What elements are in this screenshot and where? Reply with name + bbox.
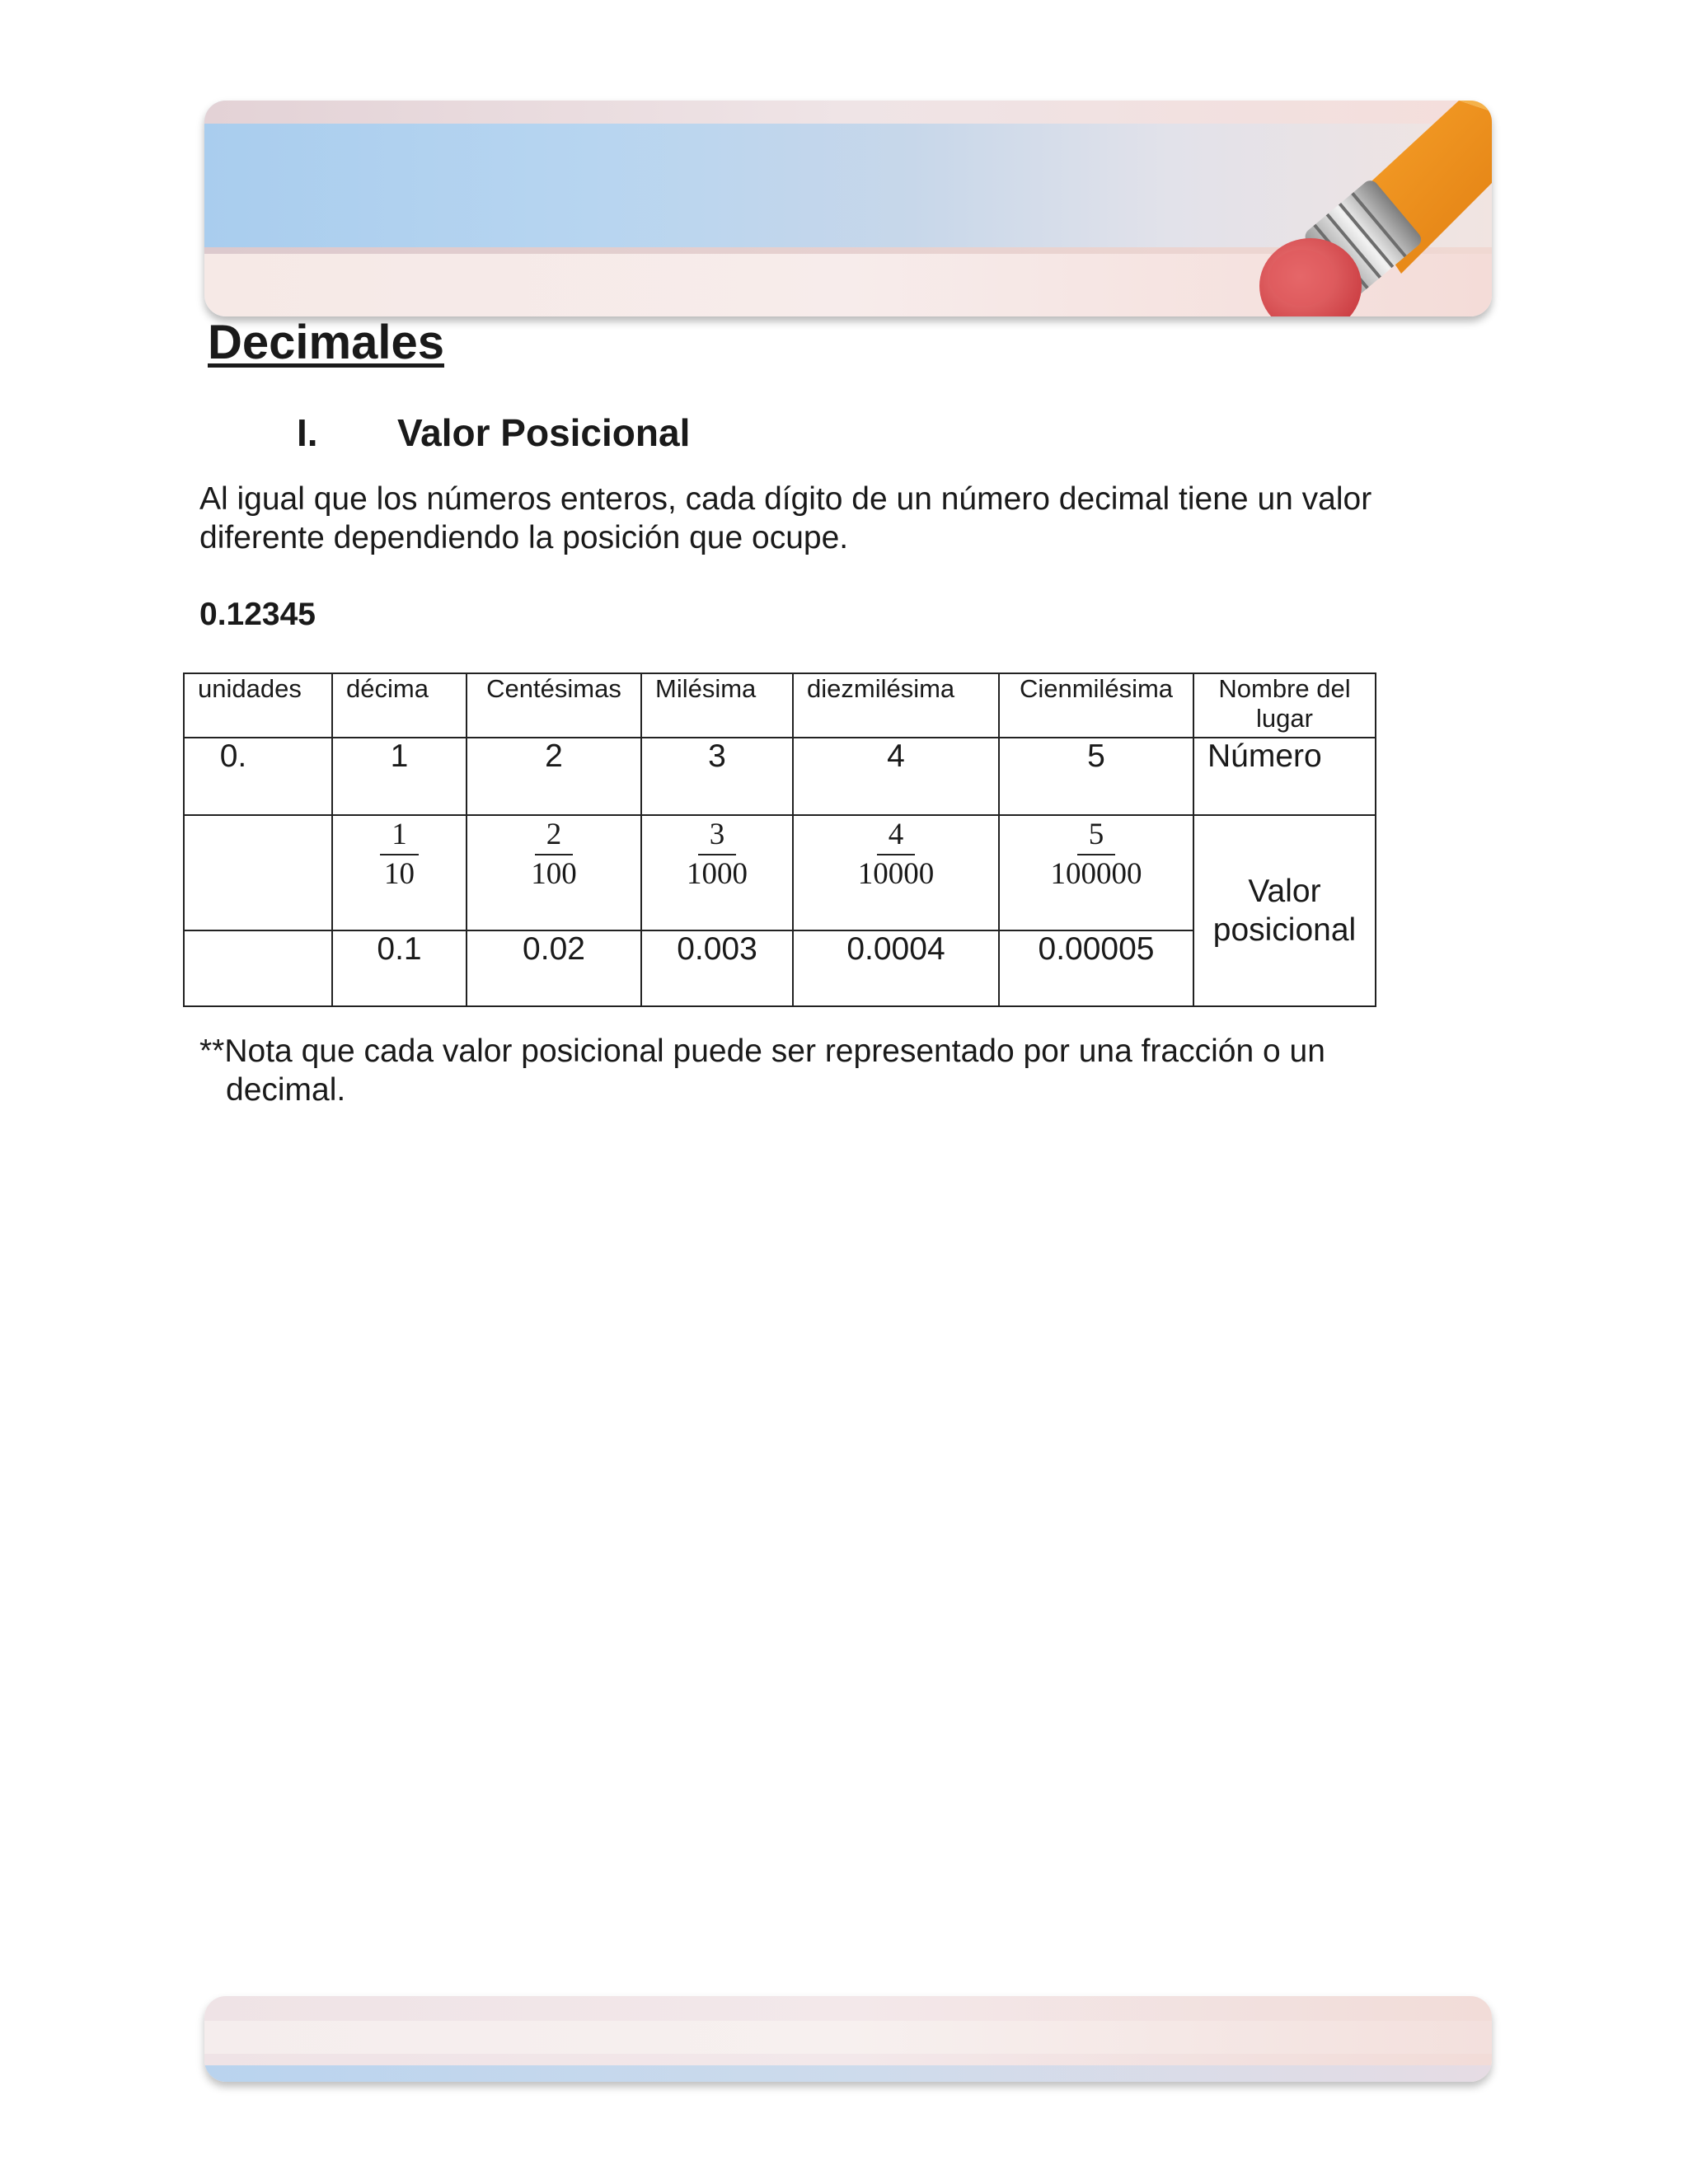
header-cell: diezmilésima — [793, 673, 999, 738]
decimal-cell: 0.02 — [467, 930, 641, 1006]
fraction-cell — [467, 815, 641, 930]
denominator: 10 — [384, 857, 415, 891]
section-title: Valor Posicional — [397, 411, 691, 454]
row-label: Número — [1193, 738, 1376, 815]
header-cell: Nombre del lugar — [1193, 673, 1376, 738]
footnote-line: decimal. — [226, 1072, 346, 1108]
digit-cell: 2 — [467, 738, 641, 815]
numerator: 2 — [535, 816, 574, 855]
header-cell: décima — [332, 673, 467, 738]
header-cell: Cienmilésima — [999, 673, 1193, 738]
fraction-cell — [793, 815, 999, 930]
header-banner — [204, 101, 1492, 316]
footer-banner — [204, 1996, 1492, 2082]
page-title: Decimales — [208, 316, 444, 369]
header-cell: unidades — [184, 673, 332, 738]
decimal-cell: 0.003 — [641, 930, 793, 1006]
denominator: 10000 — [857, 857, 935, 891]
intro-paragraph: Al igual que los números enteros, cada dígito de un número decimal tiene un valor diferente dependiendo la posición que ocupe. — [199, 481, 1372, 555]
empty-cell — [184, 815, 332, 930]
numerator: 1 — [380, 816, 419, 855]
decimal-cell: 0.00005 — [999, 930, 1193, 1006]
example-number: 0.12345 — [199, 597, 316, 632]
footnote — [199, 1032, 1436, 1109]
unit-cell: 0. — [184, 738, 332, 815]
denominator: 100 — [531, 857, 577, 891]
fraction-cell — [332, 815, 467, 930]
digit-cell: 3 — [641, 738, 793, 815]
table-header-row — [184, 673, 1376, 738]
fraction-cell — [999, 815, 1193, 930]
numerator: 3 — [698, 816, 737, 855]
value-label-cell: Valor posicional — [1193, 815, 1376, 1006]
denominator: 1000 — [687, 857, 748, 891]
fraction-cell — [641, 815, 793, 930]
footnote-line: **Nota que cada valor posicional puede ser representado por una fracción o un — [199, 1033, 1325, 1069]
header-cell: Milésima — [641, 673, 793, 738]
decimal-cell: 0.0004 — [793, 930, 999, 1006]
denominator: 100000 — [1050, 857, 1142, 891]
section-number: I. — [297, 411, 318, 454]
pencil-eraser-icon — [1187, 101, 1492, 316]
table-row — [184, 815, 1376, 930]
table-row — [184, 738, 1376, 815]
numerator: 4 — [877, 816, 916, 855]
empty-cell — [184, 930, 332, 1006]
digit-cell: 1 — [332, 738, 467, 815]
section-heading — [297, 410, 690, 455]
place-value-table — [183, 673, 1376, 1007]
numerator: 5 — [1077, 816, 1116, 855]
digit-cell: 4 — [793, 738, 999, 815]
decimal-cell: 0.1 — [332, 930, 467, 1006]
header-cell: Centésimas — [467, 673, 641, 738]
digit-cell: 5 — [999, 738, 1193, 815]
